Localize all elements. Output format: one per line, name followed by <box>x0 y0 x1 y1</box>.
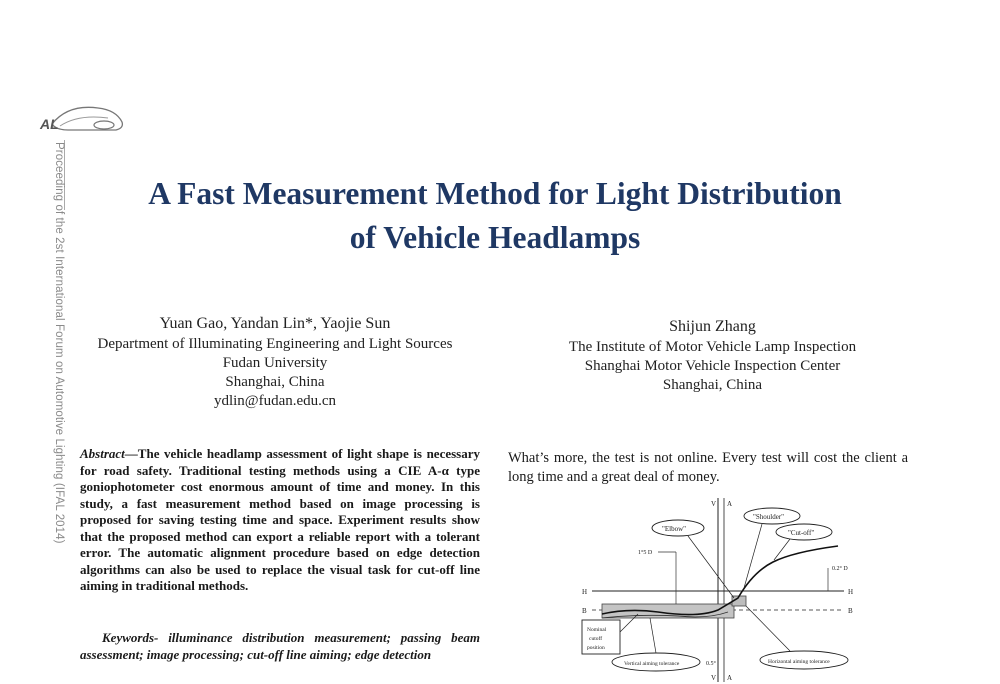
label-vertical-tolerance: Vertical aiming tolerance <box>624 661 680 667</box>
leader-horizontal-tolerance <box>746 606 790 651</box>
author-institute: The Institute of Motor Vehicle Lamp Inspection <box>568 339 857 355</box>
paper-title <box>70 172 920 260</box>
abstract-text: —The vehicle headlamp assessment of light shape is necessary for road safety. Traditional testing methods using a CIE A-α type goniophotometer cost enormous amount of time and money. In this study, a fast measurement method based on image processing is proposed for saving testing time and space. Experiment results show that the proposed method can export a reliable report with a tolerant error. The automatic alignment procedure based on edge detection algorithms can also be used to replace the visual task for cut-off line aiming in traditional methods. <box>80 446 480 593</box>
label-cutoff: "Cut-off" <box>788 529 815 537</box>
proceedings-sidebar-text: Proceeding of the 2st International Forum on Automotive Lighting (IFAL 2014) <box>53 142 65 544</box>
author-city-left: Shanghai, China <box>225 374 325 390</box>
logo-text: AL <box>40 116 59 132</box>
label-a-bottom: A <box>727 674 733 682</box>
author-university: Fudan University <box>222 355 328 371</box>
keywords-paragraph: Keywords- illuminance distribution measurement; passing beam assessment; image processing; cut-off line aiming; edge detection <box>80 630 480 662</box>
abstract-label: Abstract <box>80 446 125 461</box>
author-email: ydlin@fudan.edu.cn <box>213 393 337 409</box>
label-a-top: A <box>727 500 733 508</box>
label-1-5d: 1°5 D <box>638 550 653 556</box>
label-h-right: H <box>848 588 854 596</box>
leader-vertical-tolerance <box>650 618 656 653</box>
right-column-paragraph: What’s more, the test is not online. Every test will cost the client a long time and a great deal of money. <box>508 450 908 485</box>
label-horizontal-tolerance: Horizontal aiming tolerance <box>768 659 830 665</box>
paper-title-line-2: of Vehicle Headlamps <box>349 220 641 255</box>
label-0-2d: 0.2° D <box>832 566 848 572</box>
author-block-right <box>540 317 885 395</box>
cutoff-line-diagram <box>578 492 868 684</box>
label-b-right: B <box>848 607 853 615</box>
label-position: position <box>587 645 605 651</box>
author-block-left <box>80 314 470 411</box>
label-0-5: 0.5° <box>706 661 716 667</box>
label-nominal: Nominal <box>587 627 607 633</box>
author-names-left: Yuan Gao, Yandan Lin*, Yaojie Sun <box>159 315 391 332</box>
label-b-left: B <box>582 607 587 615</box>
label-v-top: V <box>711 500 717 508</box>
author-city-right: Shanghai, China <box>662 377 763 393</box>
label-v-bottom: V <box>711 674 717 682</box>
author-name-right: Shijun Zhang <box>669 318 756 335</box>
abstract-paragraph <box>80 446 480 595</box>
leader-elbow <box>688 536 734 598</box>
label-elbow: "Elbow" <box>662 525 686 533</box>
label-shoulder: "Shoulder" <box>753 513 784 521</box>
label-h-left: H <box>582 588 588 596</box>
paper-title-line-1: A Fast Measurement Method for Light Distribution <box>148 176 842 211</box>
label-cutoff-small: cutoff <box>589 636 603 642</box>
author-center: Shanghai Motor Vehicle Inspection Center <box>584 358 841 374</box>
author-department: Department of Illuminating Engineering and Light Sources <box>97 336 453 352</box>
